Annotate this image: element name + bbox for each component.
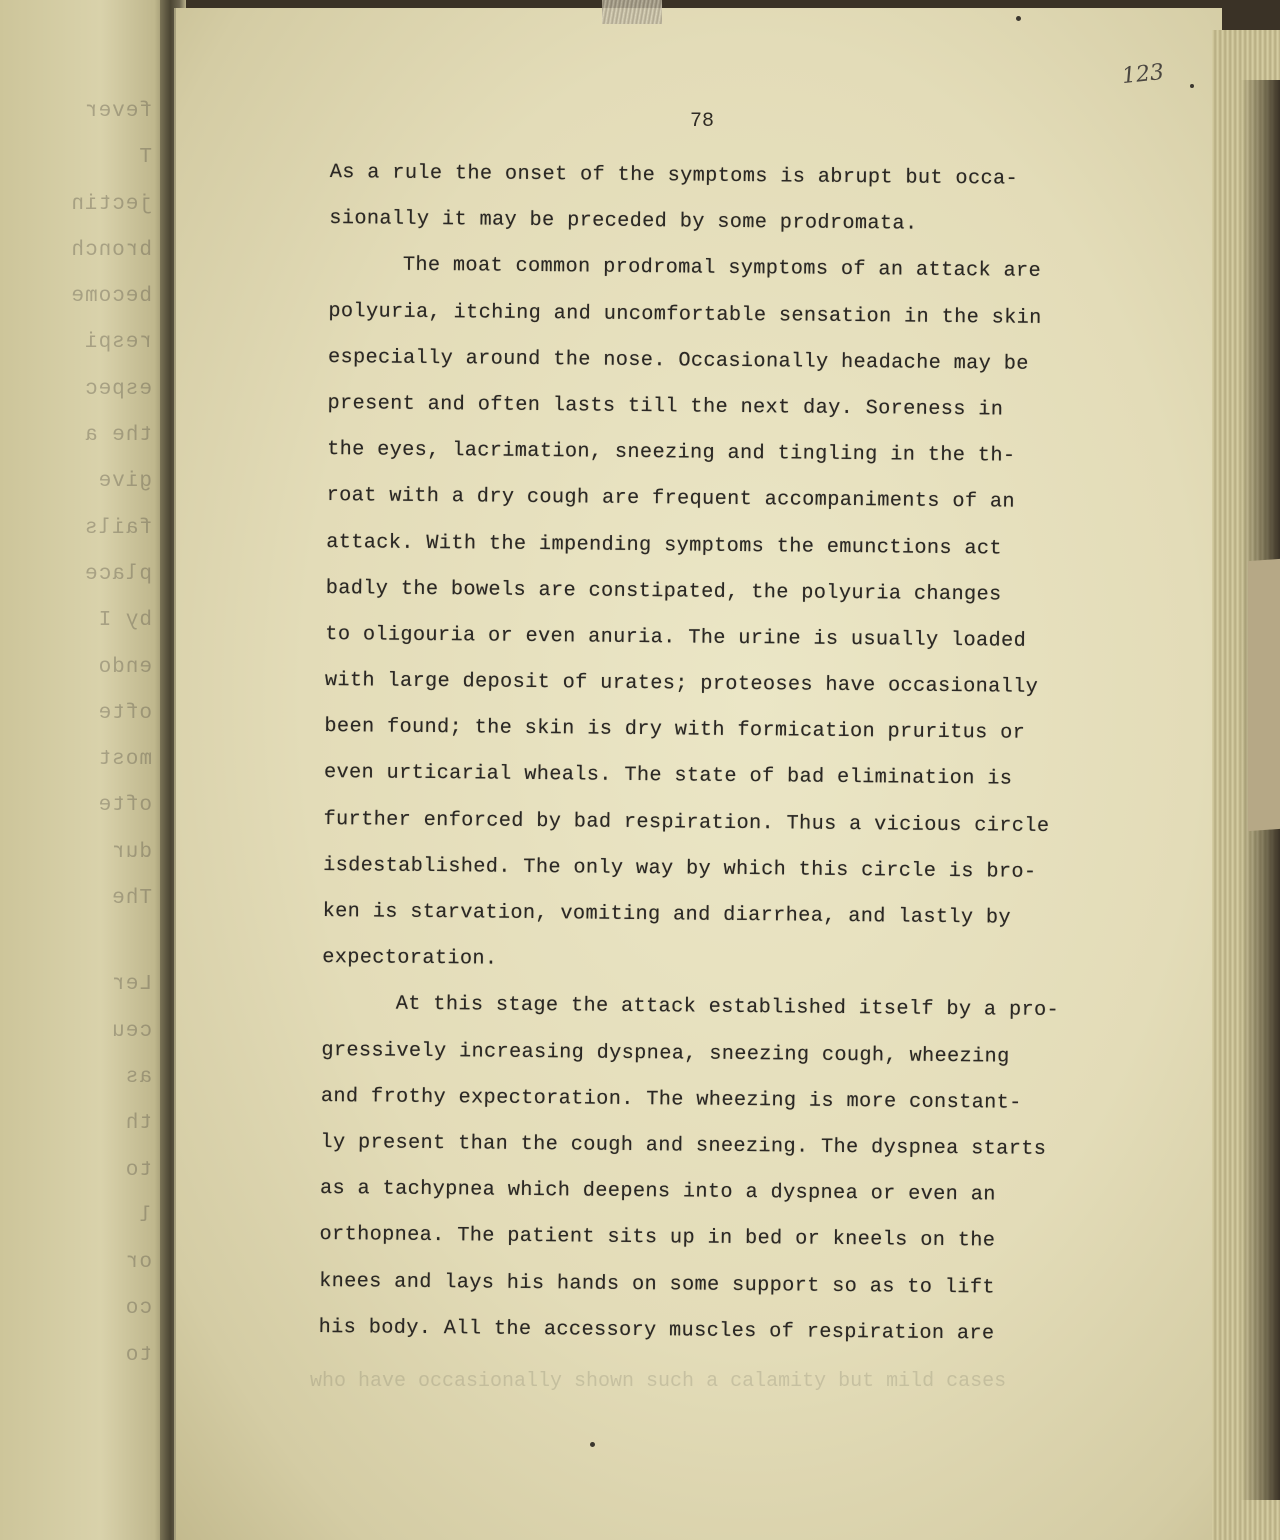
text-line: present and often lasts till the next day. Soreness in bbox=[327, 391, 1004, 422]
bleed-line: Ler bbox=[111, 973, 152, 997]
text-line: roat with a dry cough are frequent accompaniments of an bbox=[326, 484, 1016, 514]
text-line: been found; the skin is dry with formication pruritus or bbox=[324, 715, 1026, 745]
text-line: The moat common prodromal symptoms of an attack are bbox=[402, 254, 1042, 284]
text-line: As a rule the onset of the symptoms is abrupt but occa- bbox=[329, 160, 1019, 191]
text-line: even urticarial wheals. The state of bad elimination is bbox=[323, 761, 1013, 792]
text-line: At this stage the attack established itself by a pro- bbox=[395, 993, 1060, 1023]
bleed-line: as bbox=[124, 1065, 152, 1089]
text-line: especially around the nose. Occasionally headache may be bbox=[327, 345, 1029, 376]
bleed-line: bronch bbox=[70, 238, 152, 262]
text-line: polyuria, itching and uncomfortable sensation in the skin bbox=[328, 299, 1042, 330]
typewritten-body bbox=[318, 150, 1139, 1359]
paper-tab bbox=[1248, 559, 1280, 831]
text-line: sionally it may be preceded by some prodromata. bbox=[329, 207, 918, 236]
bleed-through-text: who have occasionally shown such a calamity but mild cases bbox=[310, 1370, 1007, 1393]
bleed-line: ofte bbox=[97, 794, 152, 818]
handwritten-folio-number: 123 bbox=[1120, 59, 1166, 90]
bleed-line: jectin bbox=[70, 192, 152, 216]
text-line: ken is starvation, vomiting and diarrhea, and lastly by bbox=[322, 899, 1012, 930]
text-line: orthopnea. The patient sits up in bed or kneels on the bbox=[319, 1223, 996, 1253]
bleed-line: fails bbox=[83, 516, 152, 540]
bleed-line: The bbox=[111, 887, 152, 911]
bleed-line: endo bbox=[97, 655, 152, 679]
bleed-line: or bbox=[124, 1251, 152, 1275]
text-line: and frothy expectoration. The wheezing is more constant- bbox=[320, 1084, 1022, 1115]
bleed-line: espec bbox=[83, 377, 152, 401]
text-line: attack. With the impending symptoms the emunctions act bbox=[326, 530, 1003, 560]
bleed-line: to bbox=[124, 1343, 152, 1367]
bleed-line: become bbox=[70, 285, 152, 309]
bleed-line: to bbox=[124, 1158, 152, 1182]
bleed-line: give bbox=[97, 470, 152, 494]
bleed-line: the a bbox=[83, 424, 152, 448]
bleed-line: by I bbox=[97, 609, 152, 633]
text-line: gressively increasing dyspnea, sneezing cough, wheezing bbox=[321, 1038, 1010, 1069]
text-line: expectoration. bbox=[322, 946, 498, 971]
bleed-line: fever bbox=[83, 100, 152, 123]
text-line: knees and lays his hands on some support so as to lift bbox=[319, 1269, 996, 1299]
bleed-line bbox=[0, 933, 160, 973]
ink-speck bbox=[1190, 84, 1194, 88]
ink-speck bbox=[1016, 16, 1021, 21]
bleed-line: T bbox=[138, 146, 152, 170]
text-line: his body. All the accessory muscles of respiration are bbox=[318, 1315, 995, 1346]
text-line: with large deposit of urates; proteoses have occasionally bbox=[324, 669, 1039, 699]
facing-page bbox=[0, 0, 168, 1540]
bleed-line: place bbox=[83, 562, 152, 586]
page-number: 78 bbox=[690, 110, 715, 133]
text-line: further enforced by bad respiration. Thus a vicious circle bbox=[323, 807, 1050, 838]
text-line: the eyes, lacrimation, sneezing and tingling in the th- bbox=[327, 438, 1016, 468]
text-line: as a tachypnea which deepens into a dyspnea or even an bbox=[319, 1177, 996, 1207]
text-line: badly the bowels are constipated, the polyuria changes bbox=[325, 576, 1002, 607]
binding-thread bbox=[602, 0, 662, 24]
bleed-line: dur bbox=[111, 840, 152, 864]
text-line: ly present than the cough and sneezing. The dyspnea starts bbox=[320, 1130, 1047, 1161]
facing-page-bleed-through bbox=[0, 100, 160, 1390]
text-line: isdestablished. The only way by which this circle is bro- bbox=[323, 853, 1037, 884]
bleed-line: most bbox=[97, 748, 152, 772]
text-line: to oligouria or even anuria. The urine is usually loaded bbox=[325, 622, 1027, 653]
bleed-line: l bbox=[138, 1204, 152, 1228]
bleed-line: co bbox=[124, 1297, 152, 1321]
bleed-line: th bbox=[124, 1112, 152, 1136]
bleed-line: ofte bbox=[97, 701, 152, 725]
bleed-line: respi bbox=[83, 331, 152, 355]
ink-speck bbox=[590, 1442, 595, 1447]
bleed-line: ceu bbox=[111, 1019, 152, 1043]
